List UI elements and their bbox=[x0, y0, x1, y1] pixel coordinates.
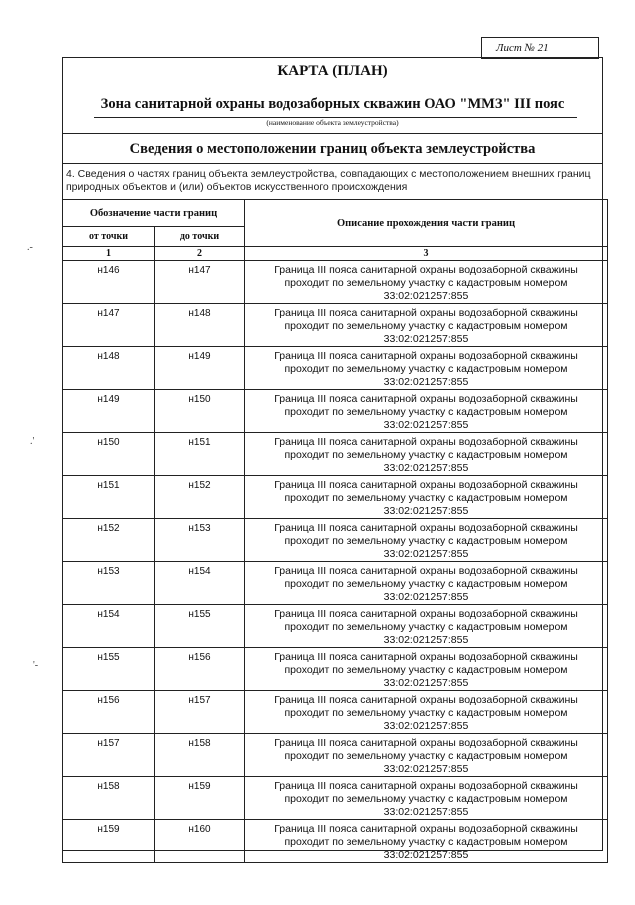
table-row bbox=[63, 734, 608, 777]
boundary-description bbox=[245, 304, 608, 347]
description-line: проходит по земельному участку с кадастровым номером bbox=[284, 492, 568, 504]
table-row bbox=[63, 777, 608, 820]
description-line: проходит по земельному участку с кадастровым номером bbox=[284, 621, 568, 633]
table-row bbox=[63, 648, 608, 691]
description-line: проходит по земельному участку с кадастровым номером bbox=[284, 793, 568, 805]
boundary-description bbox=[245, 648, 608, 691]
description-line: Граница III пояса санитарной охраны водозаборной скважины bbox=[274, 565, 578, 577]
description-line: Граница III пояса санитарной охраны водозаборной скважины bbox=[274, 737, 578, 749]
from-point: н159 bbox=[63, 820, 155, 863]
zone-title: Зона санитарной охраны водозаборных скважин ОАО "ММЗ" III пояс bbox=[100, 96, 565, 112]
table-row bbox=[63, 605, 608, 648]
description-line: проходит по земельному участку с кадастровым номером bbox=[284, 578, 568, 590]
table-row bbox=[63, 562, 608, 605]
to-point: н150 bbox=[155, 390, 245, 433]
boundary-description bbox=[245, 605, 608, 648]
description-line: 33:02:021257:855 bbox=[383, 806, 469, 818]
to-point: н153 bbox=[155, 519, 245, 562]
description-line: 33:02:021257:855 bbox=[383, 290, 469, 302]
table-row bbox=[63, 433, 608, 476]
from-point: н149 bbox=[63, 390, 155, 433]
divider-line bbox=[62, 163, 603, 164]
header-num-3: 3 bbox=[245, 247, 608, 261]
description-line: проходит по земельному участку с кадастровым номером bbox=[284, 707, 568, 719]
description-line: Граница III пояса санитарной охраны водозаборной скважины bbox=[274, 522, 578, 534]
description-line: проходит по земельному участку с кадастровым номером bbox=[284, 750, 568, 762]
description-line: 33:02:021257:855 bbox=[383, 376, 469, 388]
description-line: 33:02:021257:855 bbox=[383, 634, 469, 646]
description-line: 33:02:021257:855 bbox=[383, 419, 469, 431]
section-title: Сведения о местоположении границ объекта землеустройства bbox=[129, 141, 536, 157]
description-line: проходит по земельному участку с кадастровым номером bbox=[284, 277, 568, 289]
from-point: н150 bbox=[63, 433, 155, 476]
description-line: 33:02:021257:855 bbox=[383, 548, 469, 560]
description-line: 33:02:021257:855 bbox=[383, 849, 469, 861]
to-point: н152 bbox=[155, 476, 245, 519]
to-point: н156 bbox=[155, 648, 245, 691]
from-point: н151 bbox=[63, 476, 155, 519]
description-line: Граница III пояса санитарной охраны водозаборной скважины bbox=[274, 264, 578, 276]
description-line: 33:02:021257:855 bbox=[383, 462, 469, 474]
to-point: н157 bbox=[155, 691, 245, 734]
description-line: проходит по земельному участку с кадастровым номером bbox=[284, 406, 568, 418]
header-num-1: 1 bbox=[63, 247, 155, 261]
header-group: Обозначение части границ bbox=[63, 200, 245, 227]
section-text: 4. Сведения о частях границ объекта землеустройства, совпадающих с местоположением внешних границ природных объектов и (или) объектов искусственного происхождения bbox=[66, 168, 591, 193]
description-line: 33:02:021257:855 bbox=[383, 505, 469, 517]
to-point: н159 bbox=[155, 777, 245, 820]
from-point: н153 bbox=[63, 562, 155, 605]
boundary-description bbox=[245, 390, 608, 433]
to-point: н147 bbox=[155, 261, 245, 304]
description-line: 33:02:021257:855 bbox=[383, 333, 469, 345]
description-line: 33:02:021257:855 bbox=[383, 720, 469, 732]
table-row bbox=[63, 347, 608, 390]
boundary-description bbox=[245, 519, 608, 562]
from-point: н157 bbox=[63, 734, 155, 777]
to-point: н151 bbox=[155, 433, 245, 476]
from-point: н148 bbox=[63, 347, 155, 390]
from-point: н146 bbox=[63, 261, 155, 304]
map-title: КАРТА (ПЛАН) bbox=[277, 63, 388, 79]
description-line: Граница III пояса санитарной охраны водозаборной скважины bbox=[274, 608, 578, 620]
to-point: н149 bbox=[155, 347, 245, 390]
description-line: Граница III пояса санитарной охраны водозаборной скважины bbox=[274, 350, 578, 362]
boundary-description bbox=[245, 777, 608, 820]
table-row bbox=[63, 820, 608, 863]
boundary-table bbox=[62, 199, 608, 863]
table-row bbox=[63, 691, 608, 734]
header-num-2: 2 bbox=[155, 247, 245, 261]
description-line: Граница III пояса санитарной охраны водозаборной скважины bbox=[274, 694, 578, 706]
to-point: н148 bbox=[155, 304, 245, 347]
boundary-description bbox=[245, 347, 608, 390]
margin-mark: .- bbox=[27, 242, 33, 253]
to-point: н155 bbox=[155, 605, 245, 648]
header-desc: Описание прохождения части границ bbox=[245, 200, 608, 247]
margin-mark: .' bbox=[30, 436, 35, 447]
from-point: н158 bbox=[63, 777, 155, 820]
to-point: н158 bbox=[155, 734, 245, 777]
table-row bbox=[63, 390, 608, 433]
description-line: Граница III пояса санитарной охраны водозаборной скважины bbox=[274, 651, 578, 663]
to-point: н160 bbox=[155, 820, 245, 863]
table-row bbox=[63, 304, 608, 347]
description-line: Граница III пояса санитарной охраны водозаборной скважины bbox=[274, 823, 578, 835]
divider-line bbox=[62, 133, 603, 134]
description-line: проходит по земельному участку с кадастровым номером bbox=[284, 363, 568, 375]
from-point: н155 bbox=[63, 648, 155, 691]
description-line: Граница III пояса санитарной охраны водозаборной скважины bbox=[274, 780, 578, 792]
description-line: 33:02:021257:855 bbox=[383, 591, 469, 603]
sheet-number: Лист № 21 bbox=[481, 37, 599, 59]
zone-caption: (наименование объекта землеустройства) bbox=[266, 118, 399, 127]
description-line: Граница III пояса санитарной охраны водозаборной скважины bbox=[274, 436, 578, 448]
table-row bbox=[63, 519, 608, 562]
description-line: проходит по земельному участку с кадастровым номером bbox=[284, 449, 568, 461]
boundary-description bbox=[245, 562, 608, 605]
boundary-description bbox=[245, 433, 608, 476]
boundary-description bbox=[245, 734, 608, 777]
description-line: проходит по земельному участку с кадастровым номером bbox=[284, 320, 568, 332]
description-line: проходит по земельному участку с кадастровым номером bbox=[284, 836, 568, 848]
header-to: до точки bbox=[155, 227, 245, 247]
description-line: проходит по земельному участку с кадастровым номером bbox=[284, 535, 568, 547]
header-from: от точки bbox=[63, 227, 155, 247]
from-point: н152 bbox=[63, 519, 155, 562]
table-row bbox=[63, 261, 608, 304]
boundary-description bbox=[245, 820, 608, 863]
from-point: н154 bbox=[63, 605, 155, 648]
from-point: н147 bbox=[63, 304, 155, 347]
boundary-description bbox=[245, 691, 608, 734]
from-point: н156 bbox=[63, 691, 155, 734]
description-line: Граница III пояса санитарной охраны водозаборной скважины bbox=[274, 307, 578, 319]
description-line: Граница III пояса санитарной охраны водозаборной скважины bbox=[274, 393, 578, 405]
description-line: проходит по земельному участку с кадастровым номером bbox=[284, 664, 568, 676]
description-line: 33:02:021257:855 bbox=[383, 677, 469, 689]
description-line: Граница III пояса санитарной охраны водозаборной скважины bbox=[274, 479, 578, 491]
boundary-description bbox=[245, 261, 608, 304]
table-row bbox=[63, 476, 608, 519]
to-point: н154 bbox=[155, 562, 245, 605]
margin-mark: '- bbox=[33, 660, 39, 671]
description-line: 33:02:021257:855 bbox=[383, 763, 469, 775]
boundary-description bbox=[245, 476, 608, 519]
